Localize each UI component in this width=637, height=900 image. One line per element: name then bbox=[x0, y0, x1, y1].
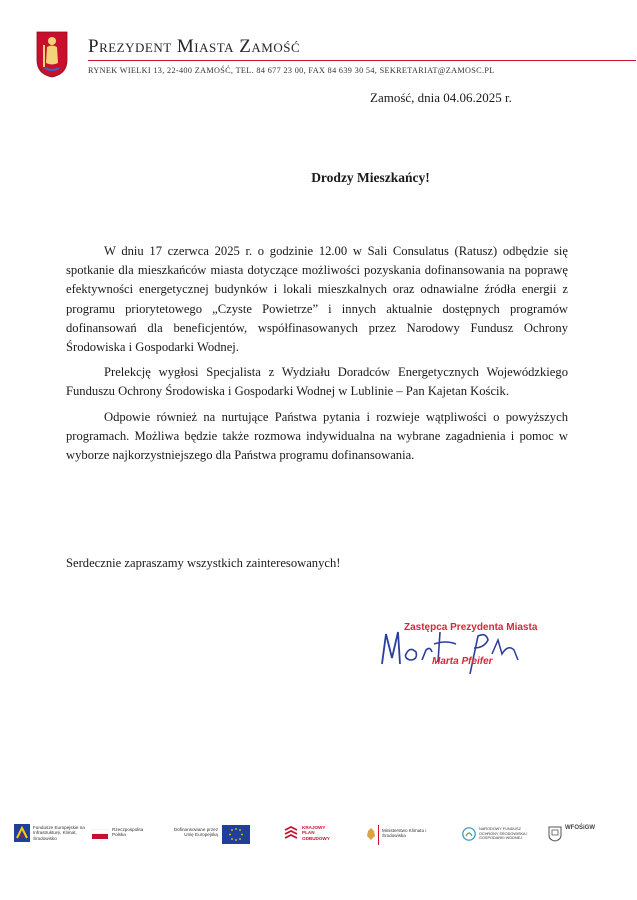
logo-wfosigw bbox=[548, 818, 606, 854]
polish-flag-icon bbox=[92, 829, 108, 839]
nfosigw-logo-icon bbox=[462, 827, 476, 841]
letter-body bbox=[66, 242, 568, 471]
ministry-divider bbox=[378, 825, 379, 845]
logo-fe-label: Fundusze Europejskie na Infrastrukturę, Klimat, Środowisko bbox=[33, 825, 85, 841]
eu-flag-icon bbox=[222, 825, 250, 844]
stamp-name: Marta Pfeifer bbox=[432, 656, 493, 667]
letter-closing: Serdecznie zapraszamy wszystkich zainteresowanych! bbox=[66, 556, 341, 570]
logo-kpo bbox=[283, 818, 341, 854]
eagle-icon bbox=[366, 827, 376, 841]
letterhead-title: Prezydent Miasta Zamość bbox=[88, 36, 301, 57]
letterhead-divider bbox=[88, 60, 636, 61]
logo-eu-label: Dofinansowane przez Unię Europejską bbox=[173, 827, 218, 838]
funding-logos-footer bbox=[0, 818, 637, 858]
city-coat-of-arms-icon bbox=[36, 30, 68, 78]
fe-logo-icon bbox=[14, 824, 30, 842]
signature-block bbox=[374, 614, 544, 684]
stamp-title: Zastępca Prezydenta Miasta bbox=[404, 622, 538, 633]
logo-ministry-label: Ministerstwo Klimatu i Środowiska bbox=[382, 828, 427, 839]
logo-unia-europejska bbox=[170, 818, 256, 854]
letter-date: Zamość, dnia 04.06.2025 r. bbox=[370, 90, 512, 105]
logo-rzeczpospolita bbox=[92, 818, 144, 854]
wfosigw-crest-icon bbox=[548, 826, 562, 842]
logo-ministerstwo bbox=[366, 818, 440, 854]
letter-greeting: Drodzy Mieszkańcy! bbox=[311, 170, 430, 185]
body-paragraph: Prelekcję wygłosi Specjalista z Wydziału Doradców Energetycznych Wojewódzkiego Funduszu Ochrony Środowiska i Gospodarki Wodnej w Lublinie – Pan Kajetan Kościk. bbox=[66, 365, 568, 399]
letterhead bbox=[36, 30, 616, 86]
kpo-logo-icon bbox=[283, 826, 299, 842]
logo-nfosigw bbox=[462, 818, 530, 854]
logo-nfosigw-label: NARODOWY FUNDUSZ OCHRONY ŚRODOWISKA I GOSPODARKI WODNEJ bbox=[479, 827, 528, 841]
logo-fundusze-europejskie bbox=[14, 818, 94, 854]
body-paragraph: Odpowie również na nurtujące Państwa pytania i rozwieje wątpliwości o powyższych programach. Możliwa będzie także rozmowa indywidualna na wybrane zagadnienia i pomoc w wyborze najkorzystniejszego dla Państwa programu dofinansowania. bbox=[66, 409, 568, 463]
letterhead-address: RYNEK WIELKI 13, 22-400 ZAMOŚĆ, TEL. 84 677 23 00, FAX 84 639 30 54, SEKRETARIAT@ZAMOSC.PL bbox=[88, 66, 495, 75]
logo-wfosigw-label: WFOŚiGW bbox=[565, 825, 595, 831]
logo-kpo-label: KRAJOWY PLAN ODBUDOWY bbox=[302, 825, 330, 841]
logo-rp-label: Rzeczpospolita Polska bbox=[112, 827, 144, 838]
body-paragraph: W dniu 17 czerwca 2025 r. o godzinie 12.00 w Sali Consulatus (Ratusz) odbędzie się spotkanie dla mieszkańców miasta dotyczące możliwości pozyskania dofinansowania na poprawę efektywności energetycznej budynków i lokali mieszkalnych oraz odnawialne źródła energii z programu priorytetowego „Czyste Powietrze” i innych aktualnie dostępnych programów dofinansowań dla beneficjentów, współfinasowanych przez Narodowy Fundusz Ochrony Środowiska i Gospodarki Wodnej. bbox=[66, 244, 568, 355]
